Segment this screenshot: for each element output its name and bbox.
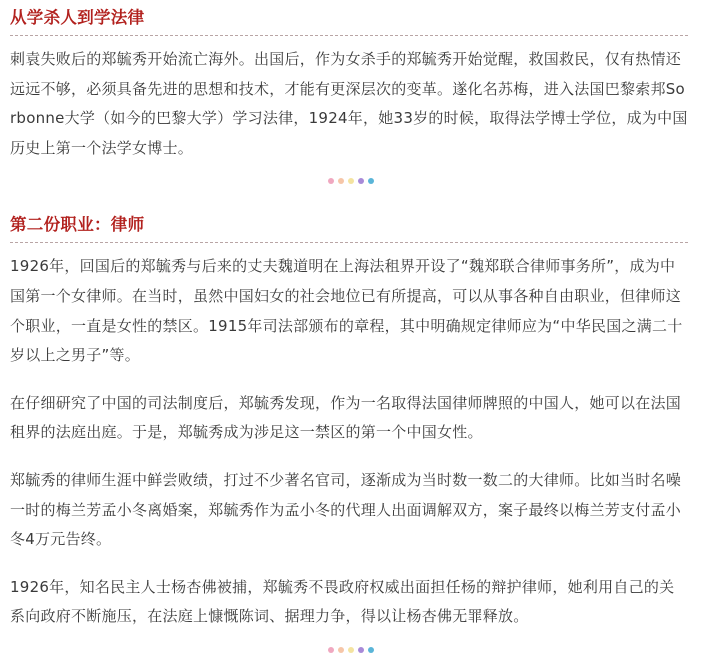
dashed-divider bbox=[10, 242, 688, 243]
ornament-dot bbox=[368, 647, 374, 653]
ornament-dot bbox=[328, 647, 334, 653]
section-heading: 从学杀人到学法律 bbox=[10, 8, 145, 27]
ornament-dot bbox=[338, 647, 344, 653]
paragraph: 郑毓秀的律师生涯中鲜尝败绩，打过不少著名官司，逐渐成为当时数一数二的大律师。比如当时名噪一时的梅兰芳孟小冬离婚案，郑毓秀作为孟小冬的代理人出面调解双方，案子最终以梅兰芳支付孟小冬4万元告终。 bbox=[10, 470, 682, 549]
paragraph: 1926年，回国后的郑毓秀与后来的丈夫魏道明在上海法租界开设了“魏郑联合律师事务所”，成为中国第一个女律师。在当时，虽然中国妇女的社会地位已有所提高，可以从事各种自由职业，但律师这个职业，一直是女性的禁区。1915年司法部颁布的章程，其中明确规定律师应为“中华民国之满二十岁以上之男子”等。 bbox=[10, 257, 683, 365]
section-heading: 第二份职业：律师 bbox=[10, 215, 145, 235]
dot-ornament-bottom bbox=[0, 644, 702, 656]
ornament-dot bbox=[328, 178, 334, 184]
section-law-study bbox=[0, 0, 702, 163]
ornament-dot bbox=[368, 178, 374, 184]
paragraph: 刺袁失败后的郑毓秀开始流亡海外。出国后，作为女杀手的郑毓秀开始觉醒，救国救民，仅有热情还远远不够，必须具备先进的思想和技术，才能有更深层次的变革。遂化名苏梅，进入法国巴黎索邦Sorbonne大学（如今的巴黎大学）学习法律，1924年，她33岁的时候，取得法学博士学位，成为中国历史上第一个法学女博士。 bbox=[10, 50, 688, 157]
ornament-dot bbox=[358, 647, 364, 653]
ornament-dot bbox=[338, 178, 344, 184]
ornament-dot bbox=[348, 647, 354, 653]
ornament-dot bbox=[358, 178, 364, 184]
paragraph: 在仔细研究了中国的司法制度后，郑毓秀发现，作为一名取得法国律师牌照的中国人，她可以在法国租界的法庭出庭。于是，郑毓秀成为涉足这一禁区的第一个中国女性。 bbox=[10, 393, 682, 442]
dot-ornament bbox=[0, 175, 702, 187]
ornament-dot bbox=[348, 178, 354, 184]
section-lawyer-career bbox=[0, 207, 702, 632]
dashed-divider bbox=[10, 35, 688, 36]
paragraph: 1926年，知名民主人士杨杏佛被捕，郑毓秀不畏政府权威出面担任杨的辩护律师，她利用自己的关系向政府不断施压，在法庭上慷慨陈词、据理力争，得以让杨杏佛无罪释放。 bbox=[10, 577, 675, 626]
